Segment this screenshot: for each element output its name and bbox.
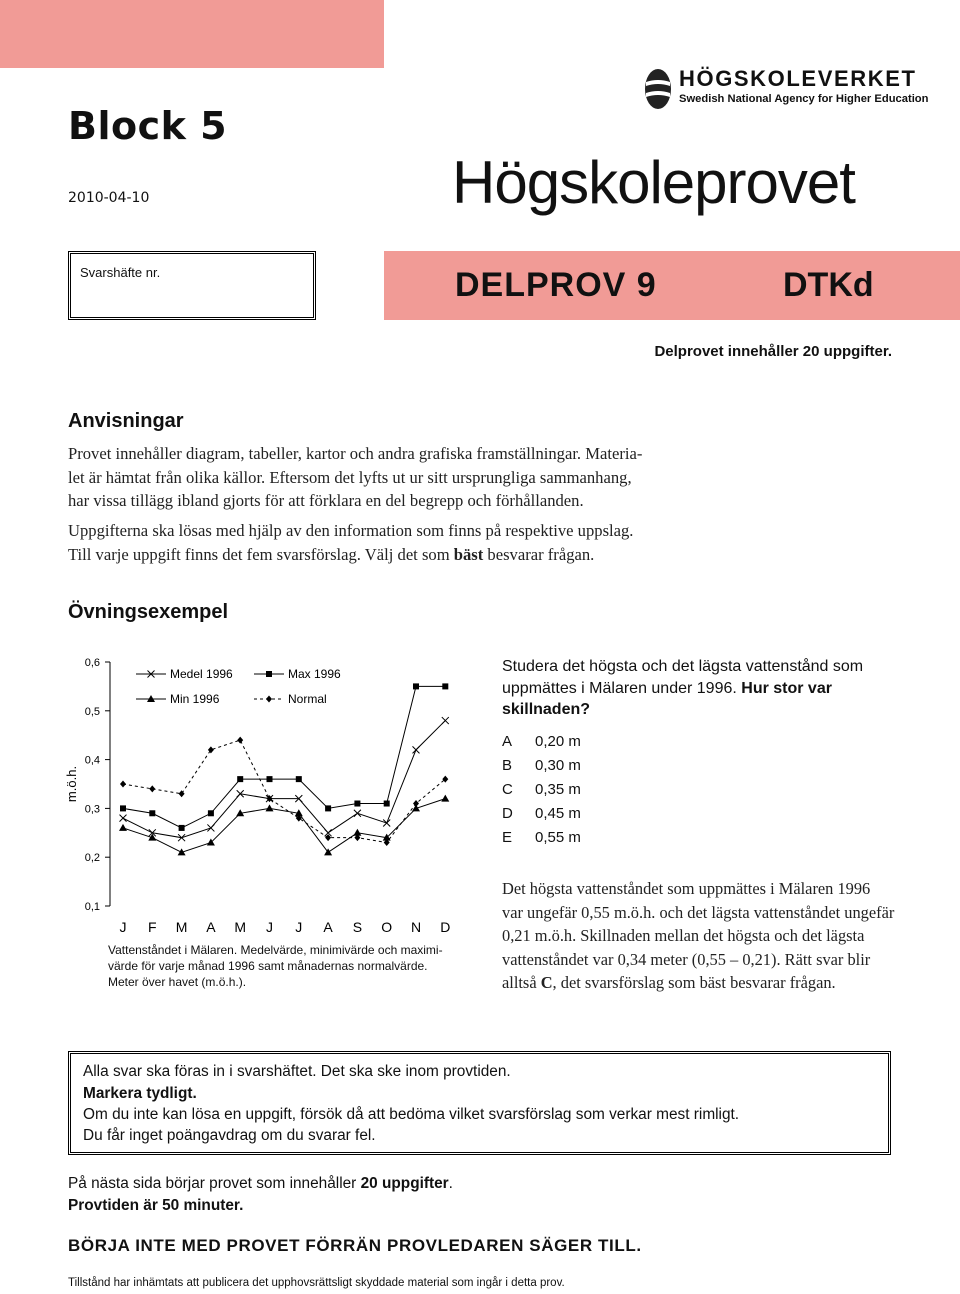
data-point-square [413,683,419,689]
legend-label: Max 1996 [288,667,341,681]
caption-line: Vattenståndet i Mälaren. Medelvärde, minimivärde och maximi- [108,943,443,957]
caption-line: värde för varje månad 1996 samt månadernas normalvärde. [108,959,428,973]
legend-marker [266,671,272,677]
explanation-text: alltså [502,973,541,992]
x-tick-label: J [119,919,127,933]
water-level-chart [60,648,480,933]
delprov-label: DELPROV 9 [455,266,657,304]
data-point-triangle [266,804,274,811]
data-point-square [296,776,302,782]
block-title: Block 5 [68,104,228,148]
option-letter: C [502,781,513,798]
data-point-diamond [413,800,419,807]
notice-line: Alla svar ska föras in i svarshäftet. Det ska ske inom provtiden. [83,1063,511,1080]
y-tick-label: 0,3 [84,803,100,816]
next-bold: 20 uppgifter [360,1175,449,1192]
data-point-diamond [442,776,448,783]
chart-caption [108,942,443,990]
data-point-square [442,683,448,689]
x-tick-label: J [295,919,303,933]
option-text: 0,30 m [535,757,581,774]
data-point-square [149,810,155,816]
data-point-diamond [237,737,243,744]
legend-label: Medel 1996 [170,667,233,681]
answer-sheet-label: Svarshäfte nr. [80,265,161,280]
x-tick-label: M [175,919,188,933]
x-tick-label: A [323,919,333,933]
caption-line: Meter över havet (m.ö.h.). [108,975,247,989]
example-question [502,656,863,721]
notice-box [68,1051,891,1155]
next-text: På nästa sida börjar provet som innehåller [68,1175,361,1192]
option-text: 0,45 m [535,805,581,822]
next-text: . [448,1175,453,1192]
y-tick-label: 0,4 [84,754,100,767]
question-line [502,678,863,700]
x-tick-label: N [410,919,422,933]
y-axis-label: m.ö.h. [64,765,79,803]
data-point-triangle [119,824,127,831]
instructions-paragraph-1 [68,442,668,513]
series-line-triangle [123,799,445,853]
task-count: Delprovet innehåller 20 uppgifter. [654,343,892,360]
answer-option-b[interactable] [502,757,581,774]
x-tick-label: S [352,919,363,933]
legend-label: Normal [288,692,327,706]
answer-option-e[interactable] [502,829,581,846]
time-limit: Provtiden är 50 minuter. [68,1196,244,1214]
data-point-square [384,801,390,807]
logo [643,66,929,112]
test-date: 2010-04-10 [68,190,150,206]
start-warning: BÖRJA INTE MED PROVET FÖRRÄN PROVLEDAREN SÄGER TILL. [68,1236,642,1255]
answer-option-c[interactable] [502,781,581,798]
data-point-square [208,810,214,816]
data-point-diamond [149,785,155,792]
correct-answer-letter: C [540,973,553,992]
instructions-tail: besvarar frågan. [483,544,595,564]
x-tick-label: M [234,919,247,933]
notice-line: Markera tydligt. [83,1085,197,1102]
next-page-info [68,1173,453,1216]
explanation-line: vattenståndet var 0,34 meter (0,55 – 0,21). Rätt svar blir [502,949,871,969]
y-tick-label: 0,1 [84,901,100,913]
instructions-line: let är hämtat från olika källor. Eftersom det lyfts ut ur sitt ursprungliga sammanhang, [68,467,632,487]
option-text: 0,35 m [535,781,581,798]
x-tick-label: J [266,919,273,933]
notice-line: Du får inget poängavdrag om du svarar fel. [83,1127,376,1144]
x-tick-label: F [148,919,157,933]
instructions-line: har vissa tillägg ibland gjorts för att förklara en del begrepp och förhållanden. [68,491,584,510]
instructions-heading: Anvisningar [68,410,184,432]
question-line [502,699,863,721]
explanation-line [502,971,894,995]
x-tick-label: A [206,919,216,933]
option-letter: A [502,733,513,750]
logo-name: HÖGSKOLEVERKET [679,66,917,91]
explanation-line: 0,21 m.ö.h. Skillnaden mellan det högsta och det lägsta [502,926,865,945]
notice-line: Om du inte kan lösa en uppgift, försök då att bedöma vilket svarsförslag som verkar mest rimligt. [83,1106,740,1123]
data-point-square [179,825,185,831]
question-text: uppmättes i Mälaren under 1996. [502,679,737,697]
data-point-square [354,801,360,807]
instructions-text: Till varje uppgift finns det fem svarsförslag. Välj det som [68,544,450,564]
data-point-square [267,776,273,782]
question-bold: Hur stor var [736,679,832,697]
top-accent-bar [0,0,384,68]
legend-label: Min 1996 [170,692,220,706]
series-line-square [123,686,445,828]
option-letter: B [502,757,513,774]
legend-marker [266,696,272,703]
instructions-bold-word: bäst [453,544,484,564]
explanation-line: Det högsta vattenståndet som uppmättes i Mälaren 1996 [502,879,871,898]
instructions-line [68,543,668,567]
page-title: Högskoleprovet [452,149,855,216]
logo-subtitle: Swedish National Agency for Higher Education [679,93,929,105]
instructions-line: Provet innehåller diagram, tabeller, kartor och andra grafiska framställningar. Materia- [68,444,643,463]
option-text: 0,55 m [535,829,581,846]
next-line [68,1173,453,1195]
example-explanation [502,877,894,995]
copyright-footer: Tillstånd har inhämtats att publicera det upphovsrättsligt skyddade material som ingår i detta prov. [68,1277,565,1289]
question-bold: skillnaden? [502,701,591,718]
option-text: 0,20 m [535,733,581,750]
answer-option-a[interactable] [502,733,581,750]
data-point-square [237,776,243,782]
data-point-diamond [120,781,126,788]
answer-option-d[interactable] [502,805,581,822]
explanation-line: var ungefär 0,55 m.ö.h. och det lägsta vattenståndet ungefär [502,902,895,922]
question-line: Studera det högsta och det lägsta vattenstånd som [502,658,864,675]
instructions-paragraph-2 [68,519,668,566]
option-letter: E [502,829,513,846]
option-letter: D [502,805,513,822]
test-code: DTKd [783,266,874,304]
y-tick-label: 0,5 [84,705,100,718]
data-point-square [325,805,331,811]
instructions-line: Uppgifterna ska lösas med hjälp av den information som finns på respektive uppslag. [68,521,634,540]
y-tick-label: 0,6 [84,657,100,669]
y-tick-label: 0,2 [84,852,100,865]
x-tick-label: D [440,919,451,933]
data-point-square [120,805,126,811]
data-point-triangle [441,795,449,802]
x-tick-label: O [381,919,393,933]
example-heading: Övningsexempel [68,601,229,623]
explanation-text: , det svarsförslag som bäst besvarar frågan. [552,973,836,992]
answer-sheet-number-box[interactable] [68,251,316,320]
logo-emblem-icon [643,67,673,111]
